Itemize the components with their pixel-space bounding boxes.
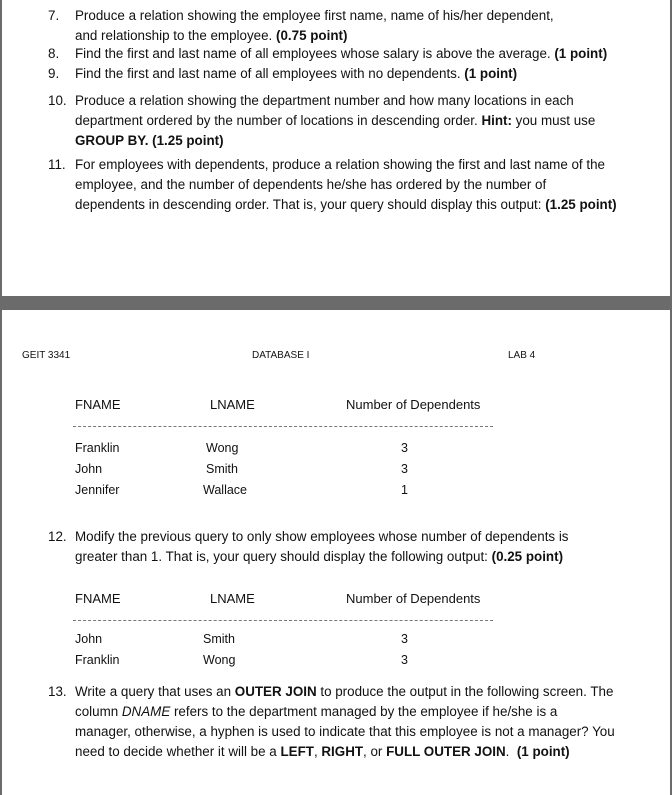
- question-number: 8.: [48, 46, 60, 61]
- column-header-lname: LNAME: [210, 591, 255, 606]
- course-code: GEIT 3341: [22, 350, 71, 361]
- question-line: GROUP BY. (1.25 point): [75, 133, 224, 148]
- question-line: employee, and the number of dependents he/she has ordered by the number of: [75, 177, 547, 192]
- question-line: For employees with dependents, produce a relation showing the first and last name of the: [75, 157, 605, 172]
- lab-label: LAB 4: [508, 350, 536, 361]
- document-title: DATABASE I: [252, 350, 310, 361]
- table-cell: 3: [401, 462, 408, 476]
- table-cell: Wong: [206, 441, 239, 455]
- question-line: Produce a relation showing the employee first name, name of his/her dependent,: [75, 8, 554, 23]
- question-number: 11.: [48, 157, 66, 172]
- table-cell: Franklin: [75, 653, 120, 667]
- question-line: manager, otherwise, a hyphen is used to indicate that this employee is not a manager? You: [75, 724, 615, 739]
- question-number: 12.: [48, 529, 67, 544]
- question-line: department ordered by the number of locations in descending order. Hint: you must use: [75, 113, 596, 128]
- table-cell: John: [75, 462, 103, 476]
- column-header-fname: FNAME: [75, 397, 121, 412]
- table-cell: Smith: [206, 462, 238, 476]
- question-number: 9.: [48, 66, 60, 81]
- question-line: Write a query that uses an OUTER JOIN to produce the output in the following screen. The: [75, 684, 614, 699]
- table-cell: Wong: [203, 653, 236, 667]
- question-line: need to decide whether it will be a LEFT, RIGHT, or FULL OUTER JOIN. (1 point): [75, 744, 570, 759]
- table-cell: Franklin: [75, 441, 120, 455]
- table-cell: John: [75, 632, 103, 646]
- question-line: Modify the previous query to only show employees whose number of dependents is: [75, 529, 569, 544]
- question-line: dependents in descending order. That is, your query should display this output: (1.25 point): [75, 197, 617, 212]
- question-number: 13.: [48, 684, 67, 699]
- table-cell: 3: [401, 653, 408, 667]
- table-cell: 3: [401, 441, 408, 455]
- page-separator: [0, 296, 672, 310]
- column-header-fname: FNAME: [75, 591, 121, 606]
- question-line: Find the first and last name of all employees with no dependents. (1 point): [75, 66, 518, 81]
- column-header-dependents: Number of Dependents: [346, 591, 481, 606]
- column-header-lname: LNAME: [210, 397, 255, 412]
- table-cell: 3: [401, 632, 408, 646]
- question-line: Find the first and last name of all employees whose salary is above the average. (1 point): [75, 46, 608, 61]
- table-divider: [73, 620, 493, 621]
- question-number: 10.: [48, 93, 67, 108]
- column-header-dependents: Number of Dependents: [346, 397, 481, 412]
- question-line: and relationship to the employee. (0.75 point): [75, 28, 348, 43]
- question-line: greater than 1. That is, your query should display the following output: (0.25 point): [75, 549, 564, 564]
- table-cell: 1: [401, 483, 408, 497]
- question-number: 7.: [48, 8, 60, 23]
- table-cell: Jennifer: [75, 483, 120, 497]
- table-cell: Wallace: [203, 483, 247, 497]
- question-line: Produce a relation showing the department number and how many locations in each: [75, 93, 574, 108]
- question-line: column DNAME refers to the department managed by the employee if he/she is a: [75, 704, 558, 719]
- table-cell: Smith: [203, 632, 235, 646]
- table-divider: [73, 426, 493, 427]
